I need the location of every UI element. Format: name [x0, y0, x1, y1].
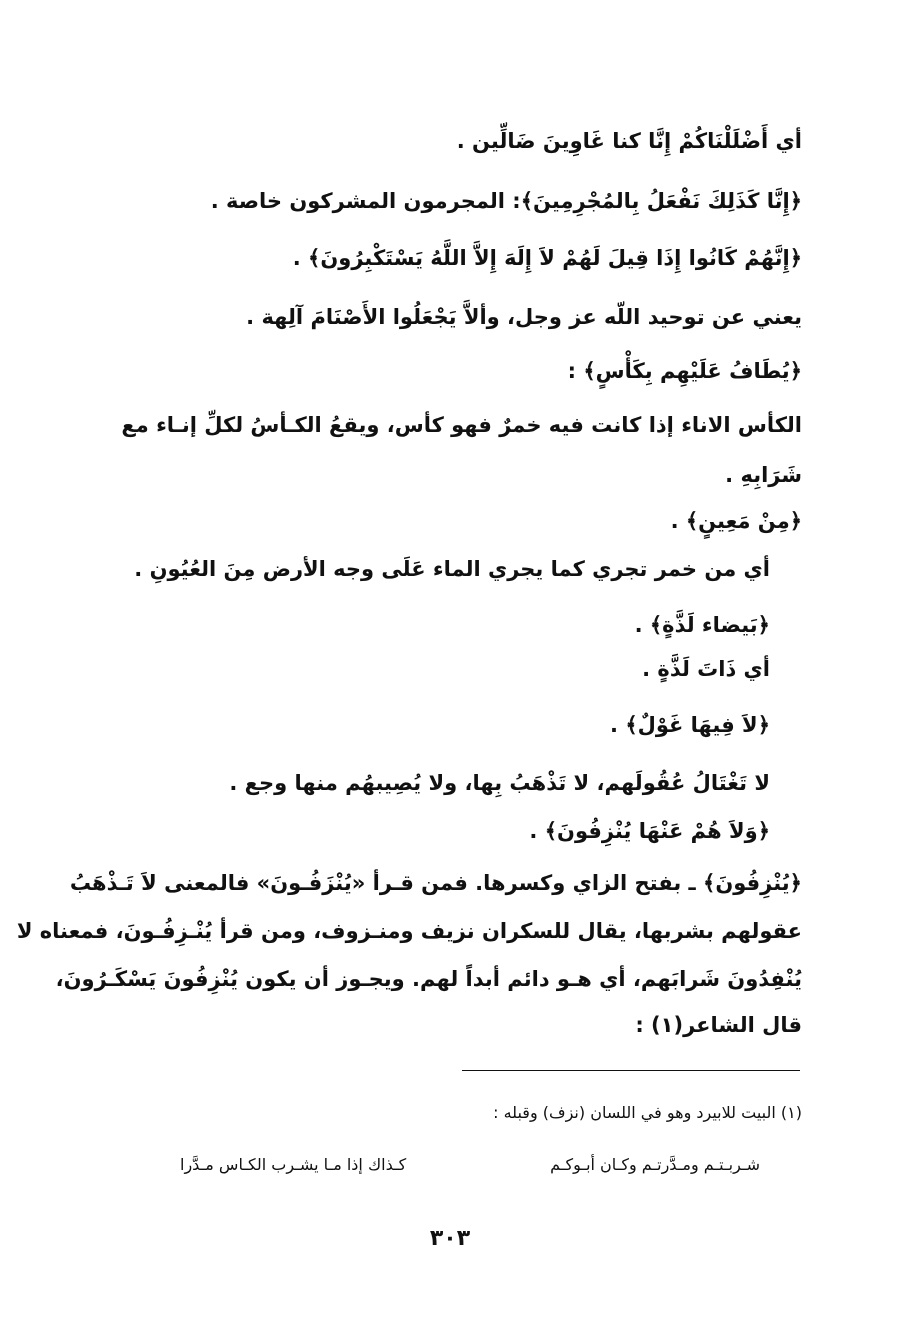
text-line: أي من خمر تجري كما يجري الماء عَلَى وجه الأرض مِنَ العُيُونِ .	[134, 557, 770, 581]
quran-verse-line: ﴿بَيضاء لَذَّةٍ﴾ .	[634, 613, 770, 637]
footnote-verse-right: شـربـتـم ومـدَّرتـم وكـان أبـوكـم	[550, 1155, 760, 1174]
text-line: الكأس الاناء إذا كانت فيه خمرٌ فهو كأس، ويقعُ الكـأسُ لكلِّ إنـاء مع	[121, 413, 802, 437]
text-line: عقولهم بشربها، يقال للسكران نزيف ومنـزوف، ومن قرأ يُنْـزِفُـونَ، فمعناه لا	[16, 919, 802, 943]
quran-verse-line: ﴿مِنْ مَعِينٍ﴾ .	[670, 509, 802, 533]
text-line: ﴿يُنْزِفُونَ﴾ ـ بفتح الزاي وكسرها. فمن قـرأ «يُنْزَفُـونَ» فالمعنى لاَ تَـذْهَبُ	[69, 871, 802, 895]
quran-verse-line: ﴿يُطَافُ عَلَيْهِم بِكَأْسٍ﴾ :	[567, 359, 802, 383]
quran-verse-line: ﴿إِنَّا كَذَلِكَ نَفْعَلُ بِالمُجْرِمِينَ﴾: المجرمون المشركون خاصة .	[210, 189, 802, 213]
text-line: يعني عن توحيد اللّه عز وجل، وألاَّ يَجْعَلُوا الأَصْنَامَ آلِهة .	[246, 305, 802, 329]
text-line: أي أَضْلَلْنَاكُمْ إِنَّا كنا غَاوِينَ ضَالِّين .	[456, 129, 802, 153]
page-number: ٣٠٣	[429, 1226, 471, 1251]
quran-verse-line: ﴿وَلاَ هُمْ عَنْهَا يُنْزِفُونَ﴾ .	[529, 819, 770, 843]
text-line: يُنْفِدُونَ شَرابَهم، أي هـو دائم أبداً لهم. ويجـوز أن يكون يُنْزِفُونَ يَسْكَـرُونَ،	[55, 967, 802, 991]
quran-verse-line: ﴿إِنَّهُمْ كَانُوا إِذَا قِيلَ لَهُمْ لاَ إِلَهَ إِلاَّ اللَّهُ يَسْتَكْبِرُونَ﴾ .	[292, 246, 802, 270]
quran-verse-line: ﴿لاَ فِيهَا غَوْلٌ﴾ .	[610, 713, 770, 737]
footnote-divider	[462, 1070, 800, 1071]
footnote-text: (١) البيت للابيرد وهو في اللسان (نزف) وقبله :	[493, 1103, 802, 1122]
text-line: لا تَغْتَالُ عُقُولَهم، لا تَذْهَبُ بِها، ولا يُصِيبهُم منها وجع .	[229, 771, 770, 795]
text-line: شَرَابِهِ .	[725, 463, 802, 487]
text-line: قال الشاعر(١) :	[635, 1013, 802, 1037]
text-line: أي ذَاتَ لَذَّةٍ .	[642, 657, 770, 681]
footnote-verse-left: كـذاك إذا مـا يشـرب الكـاس مـدَّرا	[180, 1155, 407, 1174]
